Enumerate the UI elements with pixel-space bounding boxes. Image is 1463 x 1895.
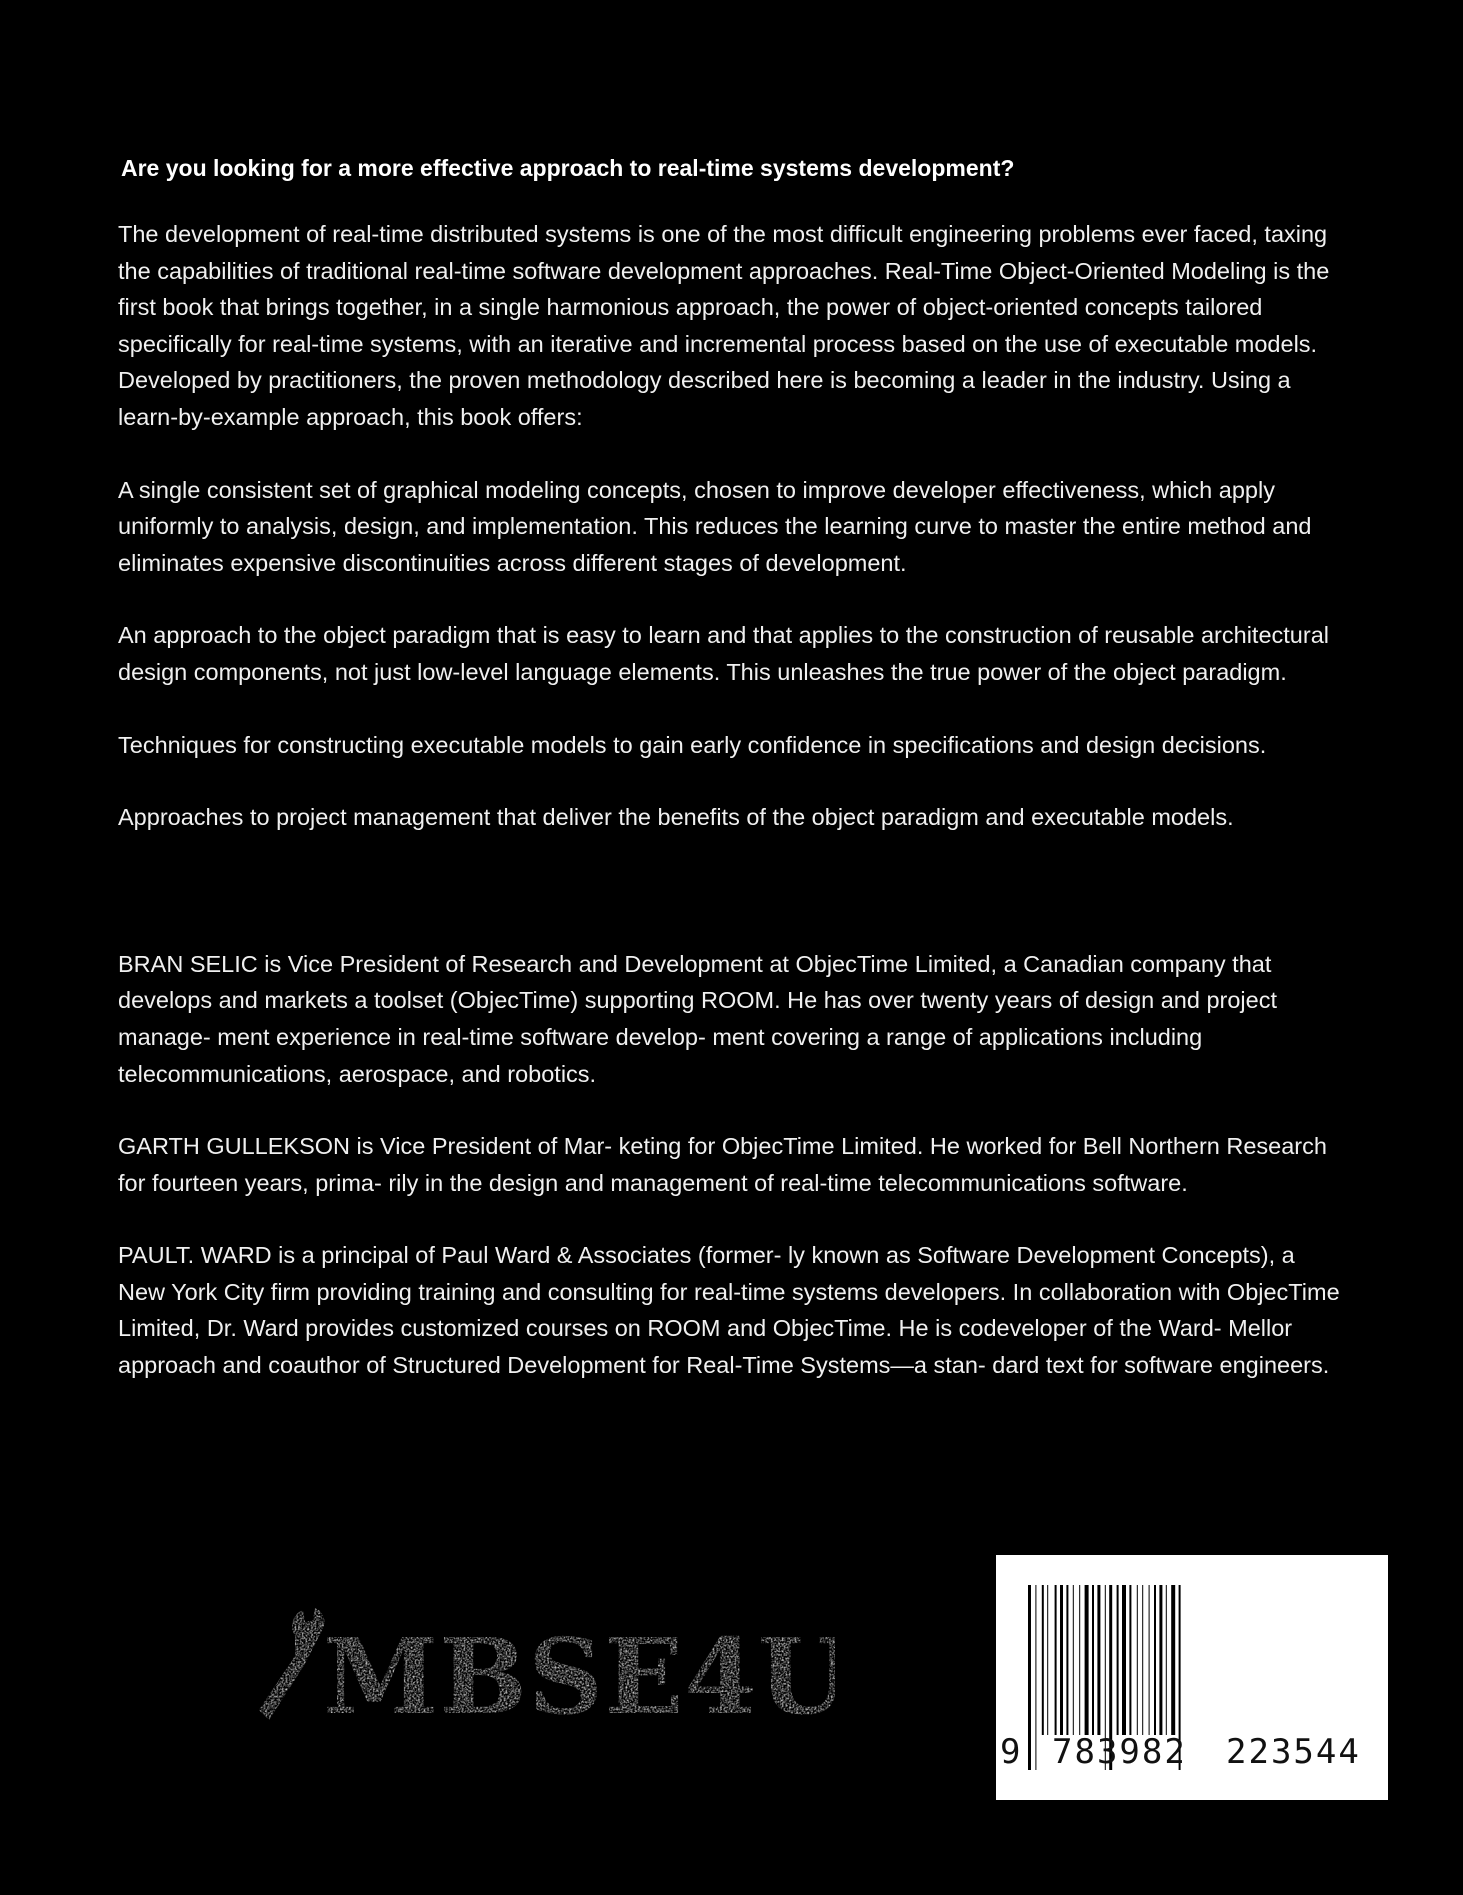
wrench-icon xyxy=(259,1608,324,1720)
barcode-bar xyxy=(1047,1585,1048,1735)
barcode-bar xyxy=(1142,1585,1143,1735)
feature-paragraph-4: Approaches to project management that deliver the benefits of the object paradigm and executable models. xyxy=(118,804,1234,831)
barcode-bar xyxy=(1159,1585,1162,1735)
feature-paragraph-3: Techniques for constructing executable models to gain early confidence in specifications and design decisions. xyxy=(118,731,1267,758)
barcode-bar xyxy=(1149,1585,1150,1735)
logo-graphic xyxy=(259,1608,835,1728)
barcode-bar xyxy=(1092,1585,1094,1735)
barcode-bar xyxy=(1073,1585,1074,1735)
barcode-bar xyxy=(1154,1585,1156,1735)
feature-paragraph-2: An approach to the object paradigm that is easy to learn and that applies to the construction of reusable architectural design components, not just low-level language elements. This unleashes the true power of the object paradigm. xyxy=(118,622,1329,685)
barcode-bar xyxy=(1171,1585,1175,1735)
back-cover-text xyxy=(118,150,1348,1420)
barcode-bar xyxy=(1166,1585,1167,1735)
author-bio-ward: PAULT. WARD is a principal of Paul Ward & Associates (former- ly known as Software Development Concepts), a New York City firm providing training and consulting for real-time systems developers. In collaboration with ObjecTime Limited, Dr. Ward provides customized courses on ROOM and ObjecTime. He is codeveloper of the Ward- Mellor approach and coauthor of Structured Development for Real-Time Systems—a stan- dard text for software engineers. xyxy=(118,1242,1340,1379)
publisher-logo xyxy=(255,1598,835,1728)
logo-text: MBSE4U xyxy=(323,1615,835,1728)
intro-paragraph: The development of real-time distributed systems is one of the most difficult engineering problems ever faced, taxing the capabilities of traditional real-time software development approaches. Real-Time Object-Oriented Modeling is the first book that brings together, in a single harmonious approach, the power of object-oriented concepts tailored specifically for real-time systems, with an iterative and incremental process based on the use of executable models. Developed by practitioners, the proven methodology described here is becoming a leader in the industry. Using a learn-by-example approach, this book offers: xyxy=(118,221,1330,430)
barcode-bar xyxy=(1028,1585,1031,1770)
isbn-digits-right: 223544 xyxy=(1226,1732,1361,1772)
barcode-bar xyxy=(1085,1585,1089,1735)
isbn-digit-first: 9 xyxy=(1000,1732,1021,1772)
barcode-bar xyxy=(1137,1585,1138,1735)
barcode-bar xyxy=(1042,1585,1044,1735)
author-bio-selic: BRAN SELIC is Vice President of Research and Development at ObjecTime Limited, a Canadian company that develops and markets a toolset (ObjecTime) supporting ROOM. He has over twenty years of design and project manage- ment experience in real-time software develop- ment covering a range of applications including telecommunications, aerospace, and robotics. xyxy=(118,950,1278,1087)
barcode-bar xyxy=(1097,1585,1100,1735)
barcode-bar xyxy=(1129,1585,1131,1735)
headline: Are you looking for a more effective approach to real-time systems development? xyxy=(121,155,1015,181)
isbn-digits-left: 783982 xyxy=(1052,1732,1187,1772)
feature-paragraph-1: A single consistent set of graphical modeling concepts, chosen to improve developer effectiveness, which apply uniformly to analysis, design, and implementation. This reduces the learning curve to master the entire method and eliminates expensive discontinuities across different stages of development. xyxy=(118,476,1312,576)
barcode-bar xyxy=(1079,1585,1080,1735)
barcode-bar xyxy=(1066,1585,1068,1735)
barcode-bar xyxy=(1117,1585,1119,1735)
author-bio-gullekson: GARTH GULLEKSON is Vice President of Mar- keting for ObjecTime Limited. He worked for Bell Northern Research for fourteen years, prima- rily in the design and management of real-time telecommunications software. xyxy=(118,1133,1327,1196)
barcode-bar xyxy=(1122,1585,1126,1735)
barcode-bar xyxy=(1060,1585,1063,1735)
isbn-barcode xyxy=(996,1555,1388,1800)
barcode-bar xyxy=(1035,1585,1036,1770)
barcode-bar xyxy=(1055,1585,1057,1735)
